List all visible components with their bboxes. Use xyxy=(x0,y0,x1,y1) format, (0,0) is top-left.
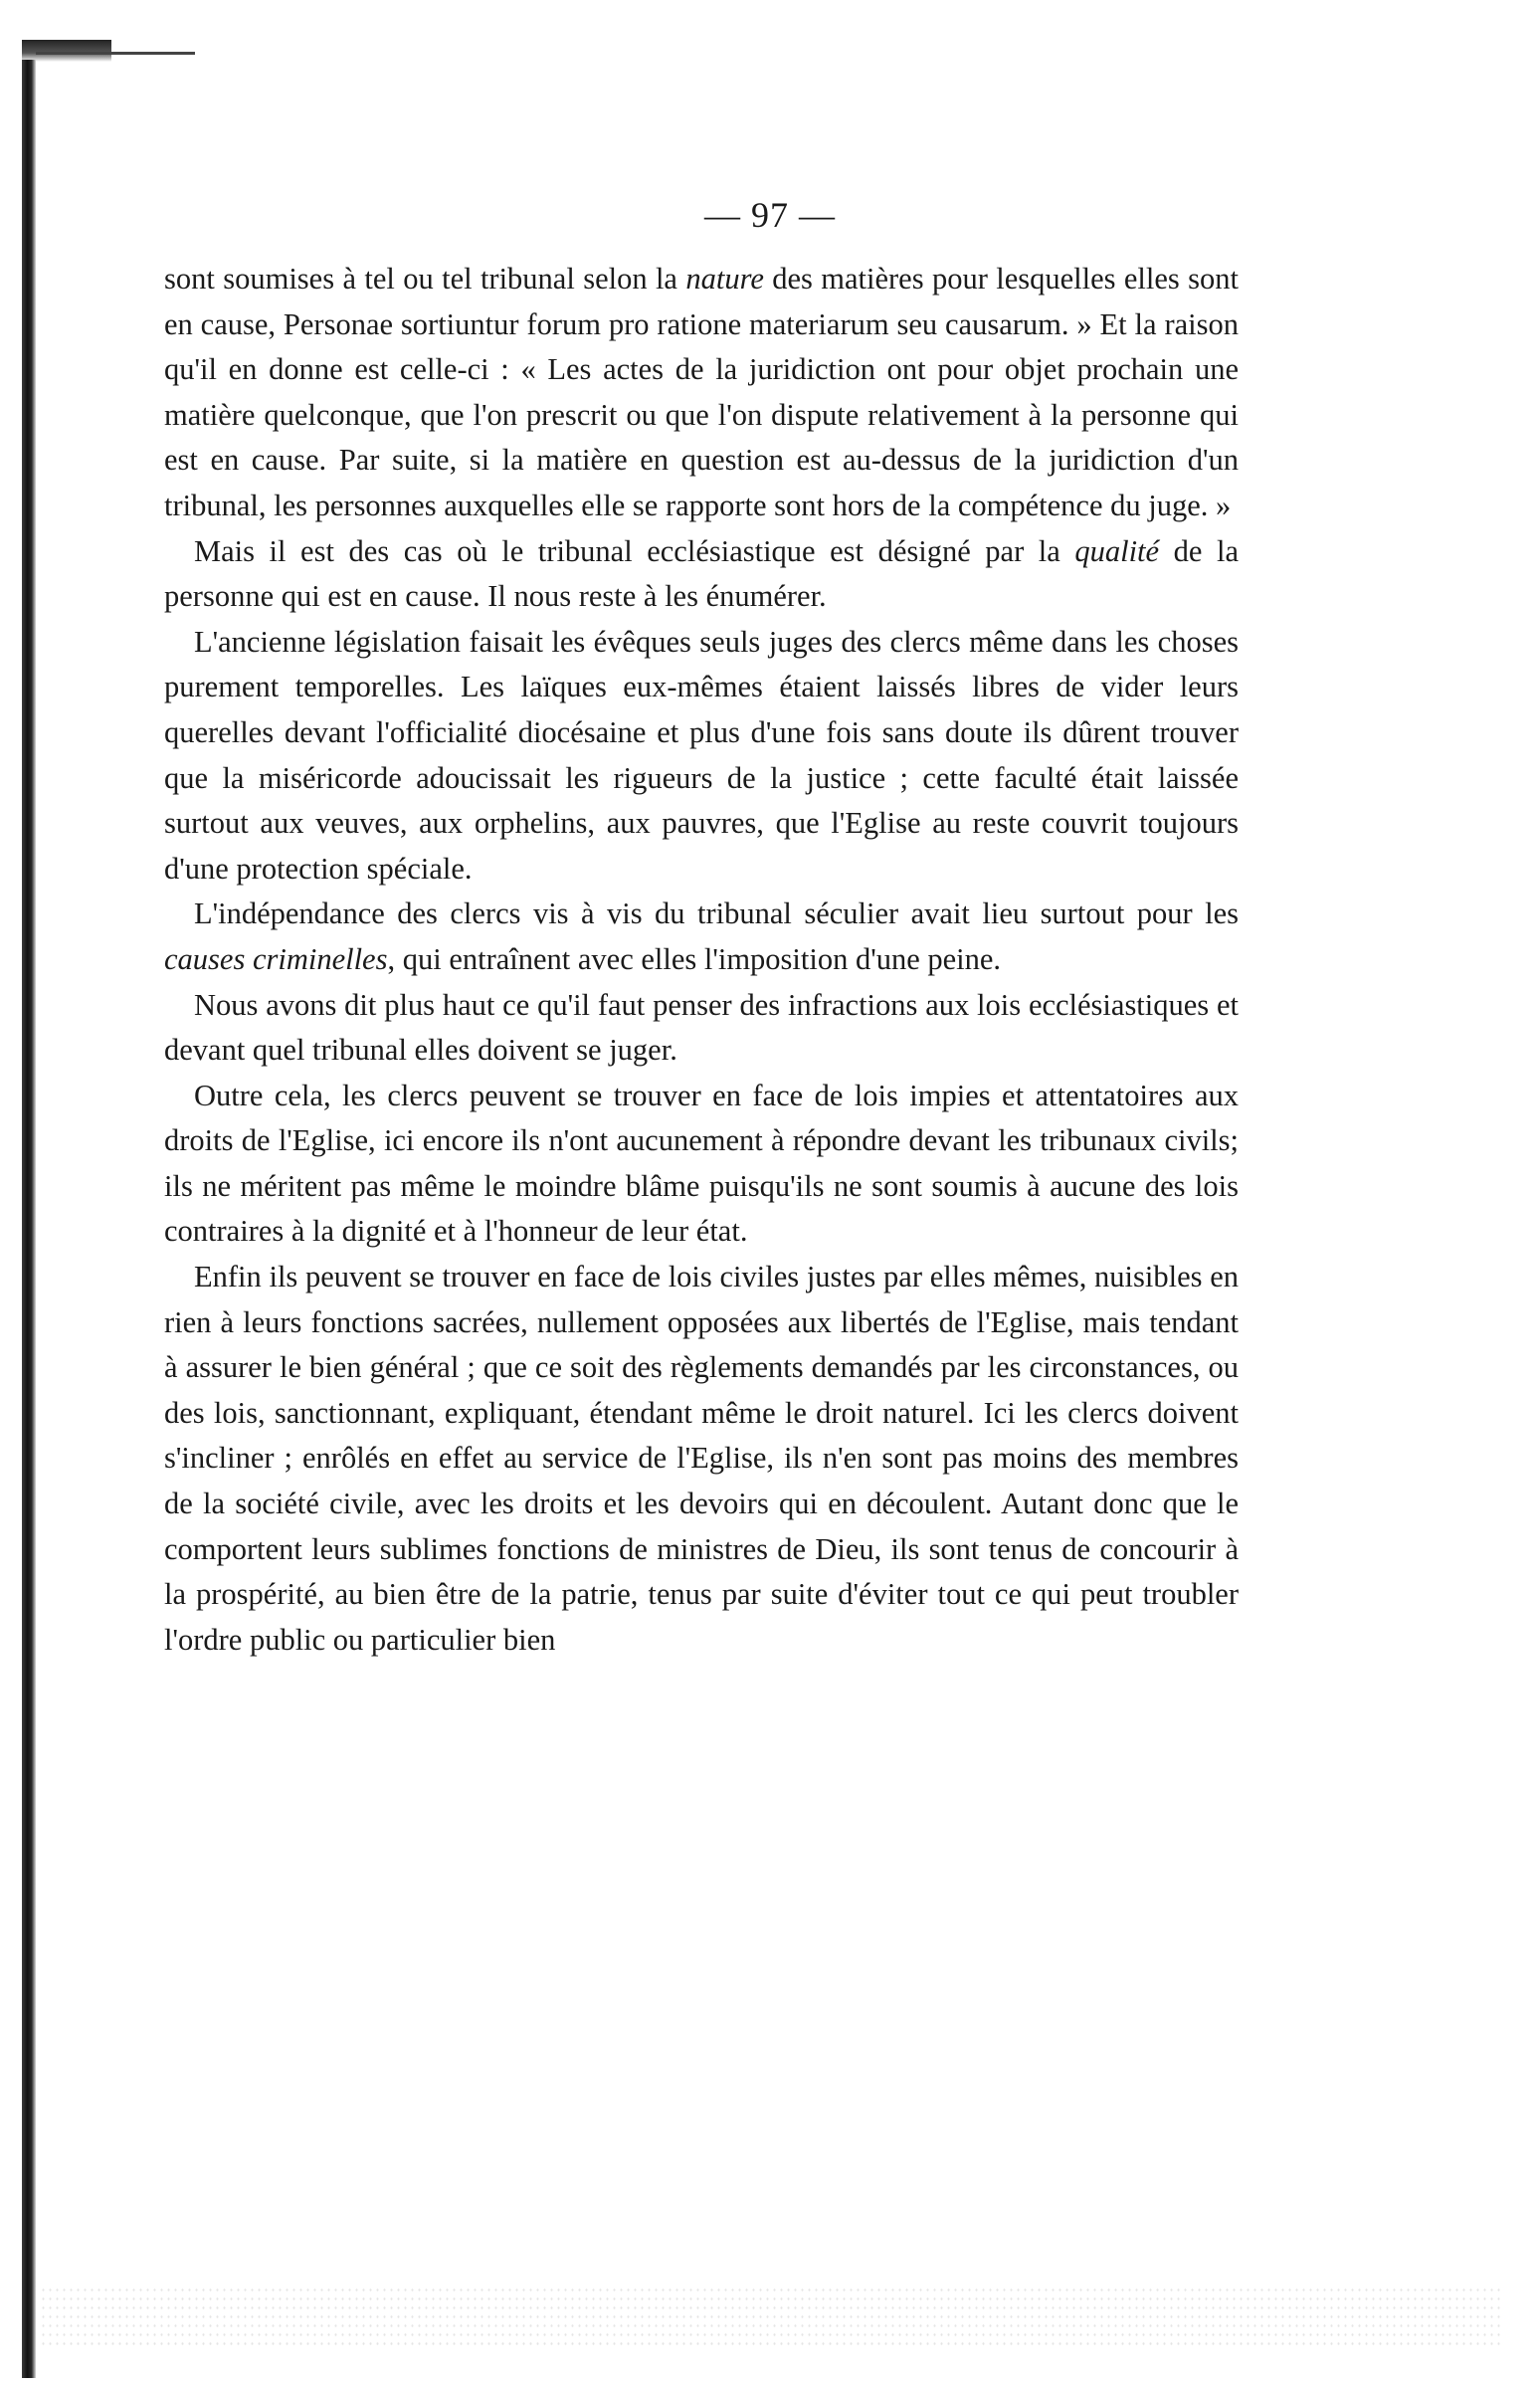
paragraph-text: Mais il est des cas où le tribunal ecclésiastique est désigné par la xyxy=(194,533,1075,568)
paragraph xyxy=(164,983,1239,1074)
paragraph-text: des matières pour lesquelles elles sont en cause, Personae sortiuntur forum pro ratione materiarum seu causarum. » Et la raison qu'il en donne est celle-ci : « Les actes de la juridiction ont pour objet prochain une matière quelconque, que l'on prescrit ou que l'on dispute relativement à la personne qui est en cause. Par suite, si la matière en question est au-dessus de la juridiction d'un tribunal, les personnes auxquelles elle se rapporte sont hors de la compétence du juge. » xyxy=(164,262,1240,522)
scan-border-line xyxy=(36,52,195,55)
paragraph-text: sont soumises à tel ou tel tribunal selon la xyxy=(164,262,686,296)
paragraph xyxy=(164,1074,1239,1255)
page-body xyxy=(164,257,1239,1663)
paragraph xyxy=(164,620,1239,893)
paragraph-text: L'indépendance des clercs vis à vis du tribunal séculier avait lieu surtout pour les xyxy=(194,896,1239,931)
paragraph-text: Nous avons dit plus haut ce qu'il faut penser des infractions aux lois ecclésiastiques et devant quel tribunal elles doivent se juger. xyxy=(164,987,1239,1068)
page-number: — 97 — xyxy=(704,195,836,235)
italic-text: causes criminelles xyxy=(164,941,388,976)
paragraph xyxy=(164,1255,1239,1663)
paragraph-text: , qui entraînent avec elles l'imposition d'une peine. xyxy=(387,941,1002,976)
scan-border-top xyxy=(22,40,111,62)
paragraph-text: Enfin ils peuvent se trouver en face de lois civiles justes par elles mêmes, nuisibles en rien à leurs fonctions sacrées, nullement opposées aux libertés de l'Eglise, mais tendant à assurer le bien général ; que ce soit des règlements demandés par les circonstances, ou des lois, sanctionnant, expliquant, étendant même le droit naturel. Ici les clercs doivent s'incliner ; enrôlés en effet au service de l'Eglise, ils n'en sont pas moins des membres de la société civile, avec les droits et les devoirs qui en découlent. Autant donc que le comportent leurs sublimes fonctions de ministres de Dieu, ils sont tenus de concourir à la prospérité, au bien être de la patrie, tenus par suite d'éviter tout ce qui peut troubler l'ordre public ou particulier bien xyxy=(164,1260,1239,1657)
scan-noise xyxy=(40,2286,1500,2345)
paragraph xyxy=(164,892,1239,982)
paragraph-text: Outre cela, les clercs peuvent se trouver en face de lois impies et attentatoires aux droits de l'Eglise, ici encore ils n'ont aucunement à répondre devant les tribunaux civils; ils ne méritent pas même le moindre blâme puisqu'ils ne sont soumis à aucune des lois contraires à la dignité et à l'honneur de leur état. xyxy=(164,1078,1239,1249)
italic-text: qualité xyxy=(1074,533,1160,568)
paragraph xyxy=(164,257,1239,529)
scan-border-left xyxy=(22,60,36,2378)
paragraph xyxy=(164,529,1239,620)
paragraph-text: L'ancienne législation faisait les évêques seuls juges des clercs même dans les choses purement temporelles. Les laïques eux-mêmes étaient laissés libres de vider leurs querelles devant l'officialité diocésaine et plus d'une fois sans doute ils dûrent trouver que la miséricorde adoucissait les rigueurs de la justice ; cette faculté était laissée surtout aux veuves, aux orphelins, aux pauvres, que l'Eglise au reste couvrit toujours d'une protection spéciale. xyxy=(164,624,1239,886)
italic-text: nature xyxy=(685,262,764,296)
paragraph-text: de la personne qui est en cause. Il nous reste à les énumérer. xyxy=(164,533,1239,614)
